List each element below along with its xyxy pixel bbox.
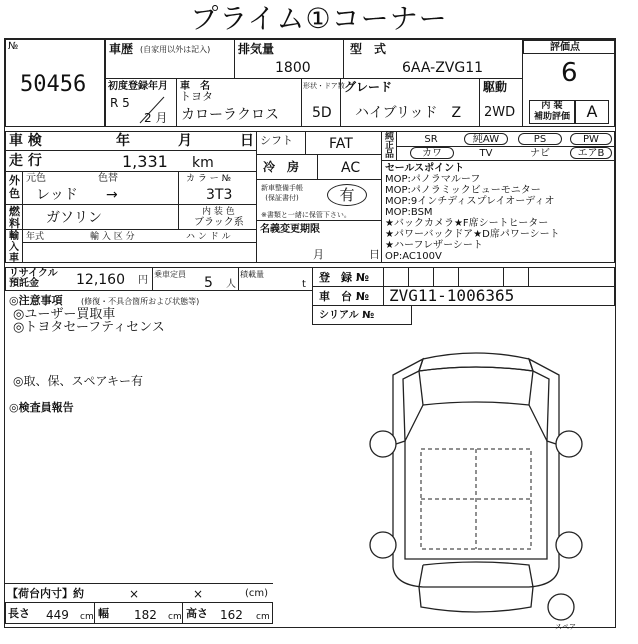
serial-label: シリアル №	[319, 310, 375, 321]
interior-score-label: 内 装 補助評価	[529, 100, 575, 124]
registration-row	[312, 267, 615, 287]
windshield	[419, 367, 533, 405]
sales-point-item: MOP:パノラミックビューモニター	[385, 185, 541, 196]
inspection-label: 車 検	[9, 133, 42, 149]
note-line: ◎ユーザー買取車	[13, 307, 116, 322]
mileage-label: 走 行	[9, 153, 42, 169]
fuel-label: 燃料	[9, 205, 20, 230]
sales-point-item: MOP:パノラマルーフ	[385, 174, 481, 185]
sales-point-item: OP:AC100V	[385, 251, 442, 262]
spare-label: スペア	[555, 623, 576, 631]
name-change-row: 名義変更期限 月 日	[256, 220, 382, 263]
lot-label: №	[8, 41, 19, 52]
equip-power-steering: PS	[518, 133, 562, 145]
spare-wheel	[548, 594, 574, 620]
first-reg-era: R 5	[110, 96, 130, 110]
import-row: 輸入車 年式 輸 入 区 分 ハ ン ド ル	[5, 229, 257, 263]
auction-sheet	[4, 38, 616, 631]
interior-color: ブラック系	[194, 217, 244, 228]
equipment-label: 純正品	[385, 132, 395, 160]
color-change: →	[106, 187, 118, 203]
notes-sub: (修復・不具合箇所および状態等)	[81, 297, 200, 306]
page-title: プライム①コーナー	[190, 2, 448, 35]
fuel-value: ガソリン	[46, 210, 102, 226]
keys-note: ◎取、保、スペアキー有	[13, 374, 143, 388]
displacement-value: 1800	[275, 60, 311, 76]
doors-value: 5D	[312, 105, 332, 121]
rear-left-wheel	[370, 532, 396, 558]
color-row: 外色 元色 色替 レッド → カ ラ ー № 3T3	[5, 171, 257, 205]
manual-value: 有	[327, 184, 367, 206]
front-right-wheel	[556, 431, 582, 457]
sales-point-box	[381, 160, 615, 263]
history-note: (自家用以外は記入)	[140, 45, 211, 54]
capacity-value: 5	[204, 275, 213, 291]
recycle-label: リサイクル 預託金	[9, 268, 58, 289]
aircon-value: AC	[341, 160, 361, 176]
equip-leather: カワ	[410, 147, 454, 159]
fuel-row: 燃料 ガソリン 内 装 色 ブラック系	[5, 204, 257, 230]
dimensions-row: 長さ 449 cm 幅 182 cm 高さ 162 cm	[5, 602, 273, 624]
model-label: 型 式	[350, 42, 387, 56]
aircon-label: 冷 房	[263, 160, 300, 174]
car-name-box	[176, 78, 302, 127]
chassis-label: 車 台 №	[319, 290, 370, 303]
displacement-label: 排気量	[238, 42, 275, 56]
chassis-row	[312, 286, 615, 306]
equipment-box	[381, 131, 615, 161]
car-name-label: 車 名	[180, 81, 210, 92]
doors-box	[301, 78, 345, 127]
car-maker: トヨタ	[180, 90, 213, 103]
lot-number: 50456	[20, 72, 87, 97]
model-box	[343, 39, 523, 79]
recycle-value: 12,160	[76, 272, 125, 288]
score-label: 評価点	[550, 42, 580, 53]
car-diagram	[361, 349, 591, 621]
drive-box	[479, 78, 523, 127]
mileage-value: 1,331	[122, 152, 168, 171]
sales-point-item: ★バックカメラ★F席シートヒーター	[385, 218, 549, 229]
first-reg-month: 2 月	[144, 111, 168, 125]
color-code: 3T3	[206, 187, 233, 203]
history-box	[105, 39, 235, 79]
shift-value: FAT	[329, 136, 353, 152]
note-line: ◎トヨタセーフティセンス	[13, 320, 165, 335]
manual-label: 新車整備手帳 (保証書付)	[261, 184, 303, 202]
width-value: 182	[134, 608, 157, 622]
color-label: 外色	[9, 174, 20, 200]
registration-label: 登 録 №	[319, 271, 370, 284]
manual-note: ※書類と一緒に保管下さい。	[261, 211, 351, 219]
equip-sr: SR	[424, 134, 438, 145]
import-label: 輸入車	[9, 231, 19, 264]
notes-label: ◎注意事項	[9, 294, 63, 307]
grade-label: グレード	[344, 80, 393, 94]
equip-tv: TV	[479, 148, 493, 159]
inspection-row: 車 検 年 月 日	[5, 131, 257, 151]
drive-value: 2WD	[484, 105, 516, 120]
rear-window	[419, 562, 533, 587]
cargo-label: 【荷台内寸】約	[7, 587, 84, 600]
interior-score-value: A	[575, 100, 609, 124]
front-left-wheel	[370, 431, 396, 457]
mileage-unit: km	[192, 155, 214, 171]
first-reg-box	[105, 78, 177, 127]
shift-row	[256, 131, 382, 155]
orig-color: レッド	[36, 187, 78, 203]
rear-right-wheel	[556, 532, 582, 558]
name-change-label: 名義変更期限	[260, 224, 320, 235]
first-reg-label: 初度登録年月	[108, 81, 168, 92]
score-value: 6	[561, 58, 578, 88]
length-value: 449	[46, 608, 69, 622]
equip-power-windows: PW	[570, 133, 612, 145]
equip-alloy-wheels: 純AW	[464, 133, 508, 145]
recycle-row: リサイクル 預託金 12,160 円 乗車定員 5 人 積載量 t	[5, 267, 313, 291]
sales-point-label: セールスポイント	[385, 163, 465, 174]
equip-navi: ナビ	[530, 148, 550, 159]
history-label: 車歴	[109, 42, 134, 56]
score-box	[522, 39, 615, 127]
sales-point-item: ★ハーフレザーシート	[385, 240, 483, 251]
aircon-row	[256, 154, 382, 180]
doors-label: 形状・ドア数	[303, 82, 345, 90]
mileage-row	[5, 150, 257, 172]
manual-row	[256, 179, 382, 221]
tailgate	[419, 587, 533, 612]
displacement-box	[234, 39, 344, 79]
serial-row	[312, 305, 412, 325]
chassis-number: ZVG11-1006365	[389, 286, 515, 305]
sales-point-item: MOP:9インチディスプレイオーディオ	[385, 196, 555, 207]
grade-box	[340, 78, 480, 127]
lot-box	[5, 39, 105, 127]
equip-airbag: エアB	[570, 147, 612, 159]
hood-outline	[419, 353, 533, 371]
model-value: 6AA-ZVG11	[402, 60, 484, 76]
height-value: 162	[220, 608, 243, 622]
drive-label: 駆動	[483, 80, 508, 94]
cargo-row: 【荷台内寸】約 × × (cm)	[5, 583, 273, 603]
grade-value: ハイブリッド Z	[355, 105, 462, 121]
inspector-report-label: ◎検査員報告	[9, 401, 74, 414]
sales-point-item: ★パワーバックドア★D席パワーシート	[385, 229, 560, 240]
sales-point-item: MOP:BSM	[385, 207, 433, 218]
car-name-value: カローラクロス	[181, 107, 279, 123]
shift-label: シフト	[260, 134, 293, 147]
